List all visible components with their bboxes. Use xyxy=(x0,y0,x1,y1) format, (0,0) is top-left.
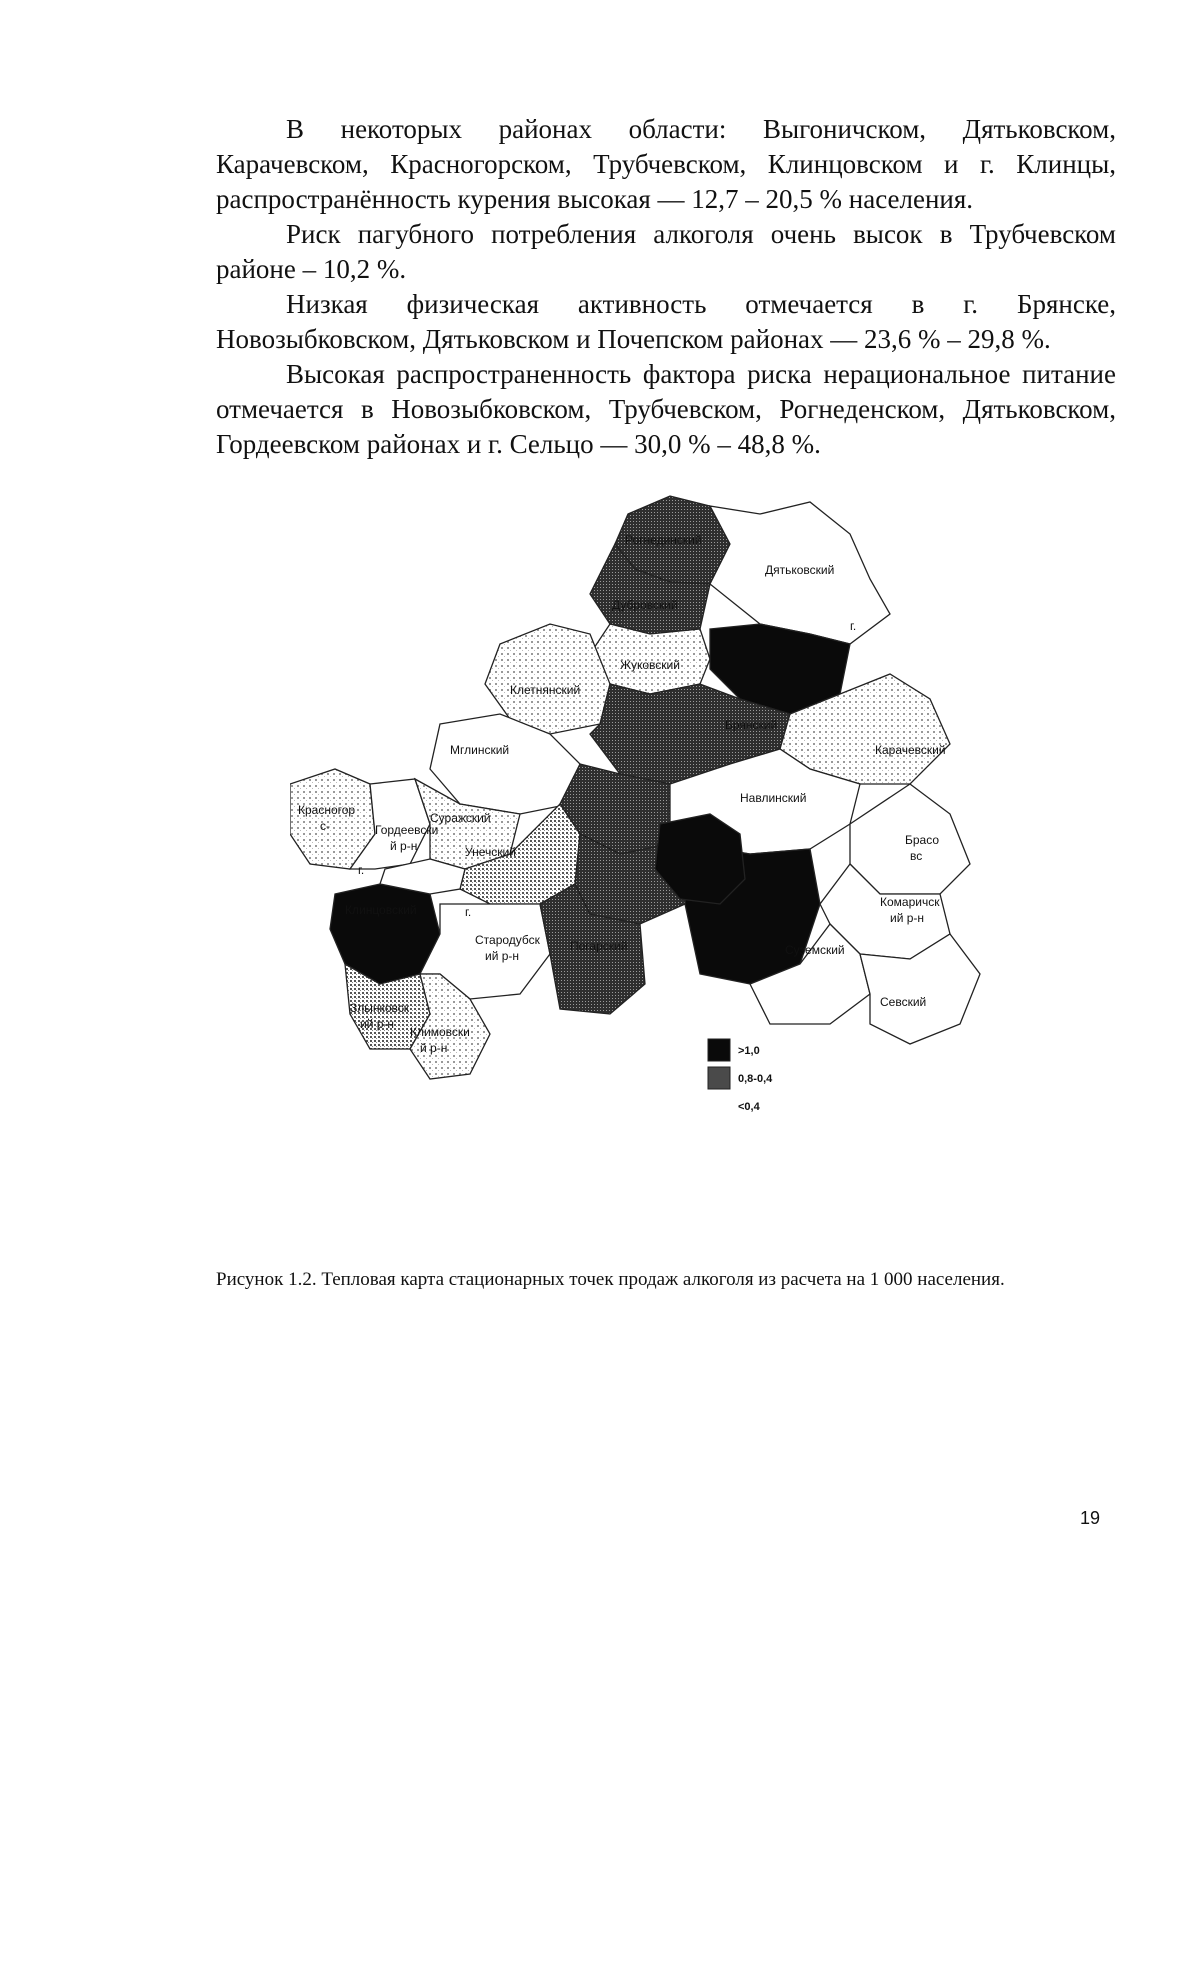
label-klintsovsky: Клинцовский xyxy=(345,903,417,917)
label-city: г. xyxy=(850,619,857,633)
label-kletnyansky: Клетнянский xyxy=(510,683,581,697)
label-surazhsky: Суражский xyxy=(430,811,491,825)
figure-caption: Рисунок 1.2. Тепловая карта стационарных точек продаж алкоголя из расчета на 1 000 населения. xyxy=(216,1269,1005,1290)
label-krasnogor-2: с- xyxy=(320,819,330,833)
label-bryansky: Брянский xyxy=(725,718,778,732)
label-komarichi-2: ий р-н xyxy=(890,911,925,925)
paragraph-activity: Низкая физическая активность отмечается в г. Брянске, Новозыбковском, Дятьковском и Почепском районах — 23,6 % – 29,8 %. xyxy=(216,289,1116,354)
label-starodub-2: ий р-н xyxy=(485,949,520,963)
label-starodub-1: Стародубск xyxy=(475,933,540,947)
label-suzemsky: Суземский xyxy=(785,943,845,957)
label-navlinsky: Навлинский xyxy=(740,791,807,805)
label-pogarsky: Погарский xyxy=(570,939,628,953)
heat-map-figure xyxy=(290,484,1070,1260)
label-zhukovsky: Жуковский xyxy=(620,658,680,672)
map-legend xyxy=(708,1039,773,1117)
paragraph-smoking: В некоторых районах области: Выгоничском, Дятьковском, Карачевском, Красногорском, Трубчевском, Клинцовском и г. Клинцы, распространённость курения высокая — 12,7 – 20,5 % населения. xyxy=(216,114,1116,214)
label-city-3: г. xyxy=(465,905,472,919)
label-sevsky: Севский xyxy=(880,995,927,1009)
label-zlynkovsky-2: ий р-н xyxy=(360,1017,395,1031)
legend-label-low: <0,4 xyxy=(738,1101,760,1113)
label-dyatkovsky: Дятьковский xyxy=(765,563,835,577)
legend-label-high: >1,0 xyxy=(738,1045,760,1057)
label-brasovo-1: Брасо xyxy=(905,833,940,847)
body-text xyxy=(216,112,1116,462)
label-unechsky: Унечский xyxy=(465,845,516,859)
label-mglinsky: Мглинский xyxy=(450,743,510,757)
label-rognedinsky: Рогнединский xyxy=(625,533,702,547)
legend-swatch-low xyxy=(708,1095,730,1117)
paragraph-nutrition: Высокая распространенность фактора риска нерациональное питание отмечается в Новозыбковском, Трубчевском, Рогнеденском, Дятьковском, Гордеевском районах и г. Сельцо — 30,0 % – 48,8 %. xyxy=(216,359,1116,459)
page-number: 19 xyxy=(1080,1508,1101,1528)
legend-swatch-high xyxy=(708,1039,730,1061)
label-brasovo-2: вс xyxy=(910,849,923,863)
label-komarichi-1: Комаричск xyxy=(880,895,940,909)
label-klimovsky-1: Климовски xyxy=(410,1025,470,1039)
legend-swatch-mid xyxy=(708,1067,730,1089)
label-zlynkovsky-1: Злынковск xyxy=(350,1001,410,1015)
legend-label-mid: 0,8-0,4 xyxy=(738,1073,773,1085)
heat-map xyxy=(290,484,1070,1260)
paragraph-alcohol: Риск пагубного потребления алкоголя очень высок в Трубчевском районе – 10,2 %. xyxy=(216,219,1116,284)
label-dubrovsky: Дубровский xyxy=(612,598,678,612)
label-klimovsky-2: й р-н xyxy=(420,1041,448,1055)
label-krasnogor-1: Красногор xyxy=(298,803,356,817)
label-city-2: г. xyxy=(358,863,365,877)
label-gordeevsky-1: Гордеевски xyxy=(375,823,439,837)
label-karachevsky: Карачевский xyxy=(875,743,946,757)
label-gordeevsky-2: й р-н xyxy=(390,839,418,853)
